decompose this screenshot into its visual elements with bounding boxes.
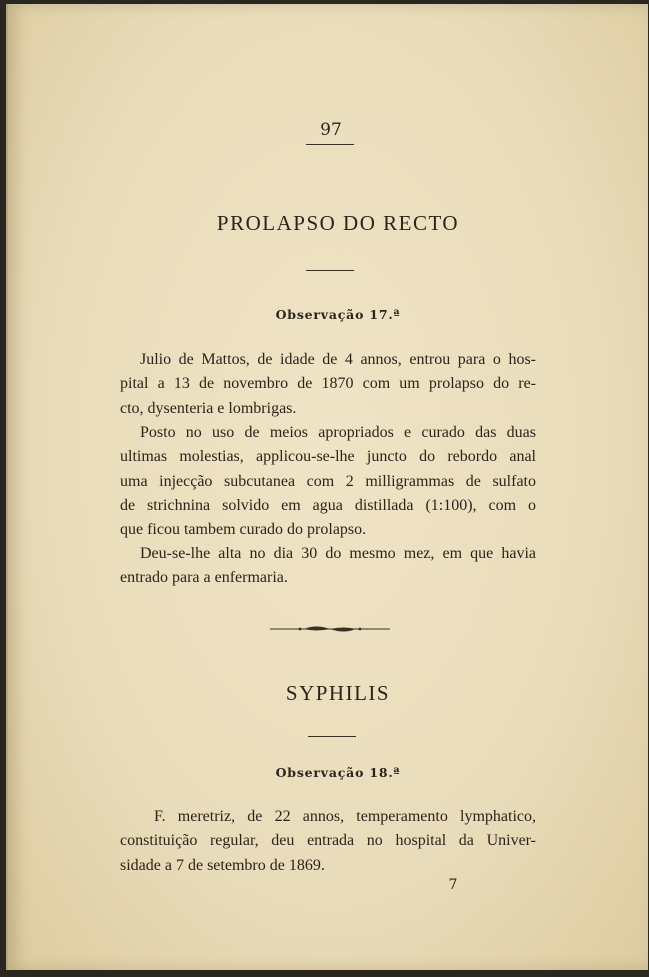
text-line: de strichnina solvido em agua distillada (1:100), com o	[120, 496, 536, 514]
text-line: Posto no uso de meios apropriados e curado das duas	[140, 424, 536, 441]
text-line: F. meretriz, de 22 annos, temperamento lymphatico,	[154, 808, 536, 825]
text-line: uma injecção subcutanea com 2 milligrammas de sulfato	[120, 472, 536, 490]
signature-mark: 7	[448, 877, 458, 893]
section-title-syphilis: SYPHILIS	[285, 681, 391, 705]
text-line: pital a 13 de novembro de 1870 com um prolapso do re-	[120, 375, 536, 393]
section-divider-ornament	[270, 624, 390, 634]
title-rule	[308, 736, 356, 737]
observation-heading-18: Observação 18.ª	[275, 765, 401, 780]
title-rule	[306, 270, 354, 271]
text-line: Julio de Mattos, de idade de 4 annos, entrou para o hos-	[140, 351, 536, 368]
book-page	[6, 4, 648, 970]
page-number-rule	[306, 144, 354, 145]
paragraph	[120, 805, 536, 878]
paragraph	[120, 348, 536, 421]
page-number: 97	[320, 120, 342, 140]
text-line: cto, dysenteria e lombrigas.	[120, 399, 297, 417]
paragraph	[120, 421, 536, 542]
text-line: ultimas molestias, applicou-se-lhe juncto do rebordo anal	[120, 448, 536, 466]
text-line: entrado para a enfermaria.	[120, 569, 288, 587]
text-line: sidade a 7 de setembro de 1869.	[120, 856, 325, 874]
text-line: constituição regular, deu entrada no hospital da Univer-	[120, 832, 536, 850]
observation-heading-17: Observação 17.ª	[275, 307, 401, 322]
paragraph	[120, 542, 536, 591]
text-line: Deu-se-lhe alta no dia 30 do mesmo mez, em que havia	[140, 545, 536, 562]
section-title-prolapso: PROLAPSO DO RECTO	[216, 211, 460, 235]
text-line: que ficou tambem curado do prolapso.	[120, 521, 367, 539]
